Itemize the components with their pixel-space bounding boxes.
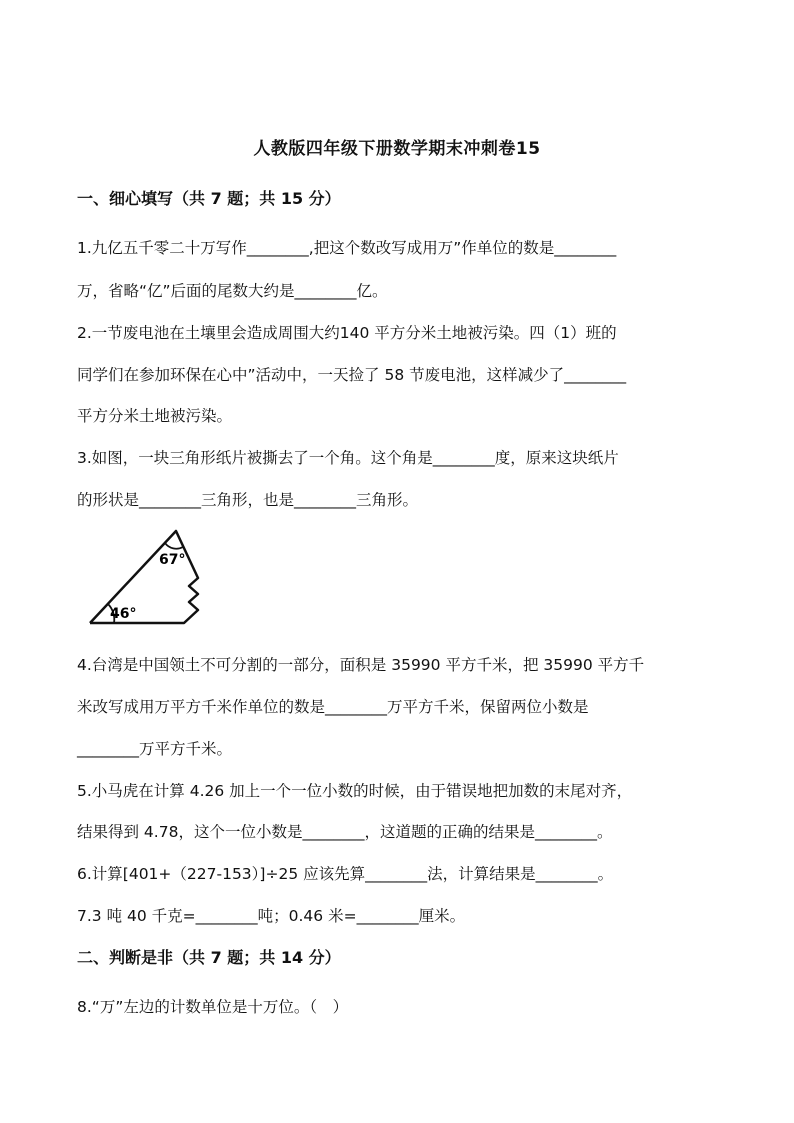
question-line: 的形状是________三角形，也是________三角形。 — [77, 491, 419, 509]
torn-triangle-figure — [88, 526, 208, 628]
question-line: 万，省略“亿”后面的尾数大约是________亿。 — [77, 282, 388, 300]
question-line: 8.“万”左边的计数单位是十万位。（ ） — [77, 998, 349, 1016]
question-line: 4.台湾是中国领土不可分割的一部分，面积是 35990 平方千米，把 35990 平方千 — [77, 656, 645, 674]
question-line: 1.九亿五千零二十万写作________,把这个数改写成用万”作单位的数是________ — [77, 239, 617, 257]
question-line: 6.计算[401+（227-153）]÷25 应该先算________法，计算结果是________。 — [77, 865, 614, 883]
angle-label-left: 46° — [110, 606, 137, 622]
angle-arc-top — [165, 543, 183, 549]
question-line: 同学们在参加环保在心中”活动中，一天捡了 58 节废电池，这样减少了________ — [77, 366, 627, 384]
page-title: 人教版四年级下册数学期末冲刺卷15 — [253, 139, 541, 159]
question-line: 2.一节废电池在土壤里会造成周围大约140 平方分米土地被污染。四（1）班的 — [77, 324, 617, 342]
angle-label-top: 67° — [159, 552, 186, 568]
question-line: 平方分米土地被污染。 — [77, 407, 233, 425]
section-heading-fill: 一、细心填写（共 7 题；共 15 分） — [77, 189, 341, 208]
question-line: 3.如图，一块三角形纸片被撕去了一个角。这个角是________度，原来这块纸片 — [77, 449, 619, 467]
question-line: 7.3 吨 40 千克=________吨；0.46 米=________厘米。 — [77, 907, 466, 925]
question-line: ________万平方千米。 — [77, 740, 233, 758]
question-line: 米改写成用万平方千米作单位的数是________万平方千米，保留两位小数是 — [77, 698, 589, 716]
triangle-outline — [90, 531, 198, 623]
question-line: 5.小马虎在计算 4.26 加上一个一位小数的时候，由于错误地把加数的末尾对齐， — [77, 782, 633, 800]
question-line: 结果得到 4.78，这个一位小数是________，这道题的正确的结果是________。 — [77, 823, 613, 841]
section-heading-judge: 二、判断是非（共 7 题；共 14 分） — [77, 948, 341, 967]
